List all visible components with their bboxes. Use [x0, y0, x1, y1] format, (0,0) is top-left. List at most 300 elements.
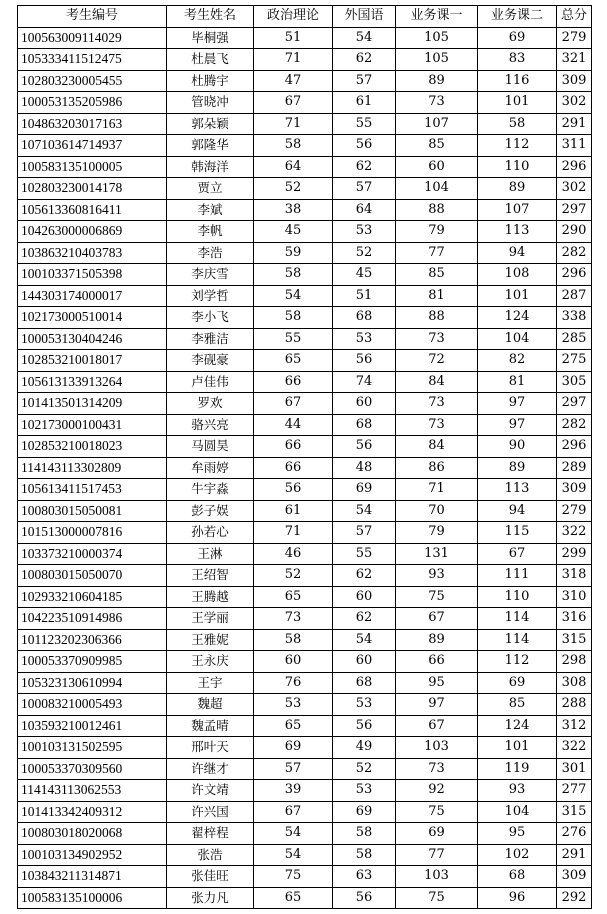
cell-total: 276	[557, 823, 592, 845]
cell-name: 杜晨飞	[167, 49, 254, 71]
cell-name: 王淋	[167, 543, 254, 565]
cell-subject-one: 60	[396, 156, 478, 178]
cell-name: 李庆雪	[167, 264, 254, 286]
cell-politics: 69	[254, 737, 333, 759]
cell-foreign-language: 56	[333, 715, 396, 737]
cell-subject-two: 95	[478, 823, 557, 845]
cell-subject-two: 110	[478, 586, 557, 608]
cell-subject-two: 69	[478, 27, 557, 49]
cell-politics: 71	[254, 113, 333, 135]
cell-subject-two: 102	[478, 844, 557, 866]
cell-politics: 66	[254, 371, 333, 393]
cell-exam-id: 100083210005493	[18, 694, 167, 716]
cell-exam-id: 100053370909985	[18, 651, 167, 673]
cell-name: 郭朵颖	[167, 113, 254, 135]
cell-subject-one: 77	[396, 844, 478, 866]
cell-subject-one: 107	[396, 113, 478, 135]
cell-politics: 53	[254, 694, 333, 716]
cell-subject-two: 101	[478, 285, 557, 307]
cell-total: 311	[557, 135, 592, 157]
cell-name: 贾立	[167, 178, 254, 200]
cell-politics: 58	[254, 307, 333, 329]
cell-total: 296	[557, 264, 592, 286]
table-row	[18, 242, 592, 264]
cell-subject-two: 124	[478, 715, 557, 737]
header-row	[18, 6, 592, 28]
cell-politics: 57	[254, 758, 333, 780]
cell-exam-id: 107103614714937	[18, 135, 167, 157]
cell-foreign-language: 45	[333, 264, 396, 286]
cell-total: 309	[557, 479, 592, 501]
cell-name: 李帆	[167, 221, 254, 243]
cell-subject-one: 72	[396, 350, 478, 372]
cell-foreign-language: 68	[333, 414, 396, 436]
cell-total: 279	[557, 27, 592, 49]
cell-subject-two: 97	[478, 414, 557, 436]
table-row	[18, 629, 592, 651]
cell-politics: 45	[254, 221, 333, 243]
cell-name: 王雅妮	[167, 629, 254, 651]
cell-exam-id: 100053135205986	[18, 92, 167, 114]
table-row	[18, 457, 592, 479]
cell-total: 305	[557, 371, 592, 393]
cell-name: 魏孟晴	[167, 715, 254, 737]
cell-name: 杜腾宇	[167, 70, 254, 92]
cell-foreign-language: 68	[333, 307, 396, 329]
cell-subject-two: 101	[478, 737, 557, 759]
cell-subject-one: 70	[396, 500, 478, 522]
cell-foreign-language: 55	[333, 113, 396, 135]
cell-subject-one: 85	[396, 135, 478, 157]
cell-exam-id: 100583135100006	[18, 887, 167, 909]
cell-subject-two: 89	[478, 178, 557, 200]
cell-total: 321	[557, 49, 592, 71]
cell-politics: 71	[254, 49, 333, 71]
cell-subject-one: 67	[396, 715, 478, 737]
table-row	[18, 866, 592, 888]
cell-politics: 47	[254, 70, 333, 92]
cell-exam-id: 102803230005455	[18, 70, 167, 92]
cell-name: 牛宇淼	[167, 479, 254, 501]
cell-total: 291	[557, 844, 592, 866]
cell-total: 309	[557, 866, 592, 888]
cell-name: 张力凡	[167, 887, 254, 909]
cell-exam-id: 102933210604185	[18, 586, 167, 608]
cell-subject-one: 77	[396, 242, 478, 264]
cell-exam-id: 101413501314209	[18, 393, 167, 415]
cell-total: 299	[557, 543, 592, 565]
cell-subject-one: 105	[396, 49, 478, 71]
cell-exam-id: 105613411517453	[18, 479, 167, 501]
cell-foreign-language: 53	[333, 328, 396, 350]
cell-foreign-language: 56	[333, 436, 396, 458]
cell-subject-two: 114	[478, 629, 557, 651]
header-subject-one: 业务课一	[396, 6, 478, 28]
table-row	[18, 887, 592, 909]
cell-subject-one: 85	[396, 264, 478, 286]
cell-exam-id: 103843211314871	[18, 866, 167, 888]
cell-subject-one: 104	[396, 178, 478, 200]
cell-foreign-language: 56	[333, 350, 396, 372]
table-row	[18, 522, 592, 544]
cell-politics: 65	[254, 586, 333, 608]
cell-name: 管晓冲	[167, 92, 254, 114]
cell-subject-two: 85	[478, 694, 557, 716]
table-row	[18, 178, 592, 200]
cell-name: 刘学哲	[167, 285, 254, 307]
cell-subject-one: 103	[396, 737, 478, 759]
cell-politics: 54	[254, 844, 333, 866]
cell-exam-id: 114143113302809	[18, 457, 167, 479]
cell-politics: 51	[254, 27, 333, 49]
cell-foreign-language: 54	[333, 500, 396, 522]
table-row	[18, 414, 592, 436]
table-row	[18, 844, 592, 866]
table-row	[18, 608, 592, 630]
cell-exam-id: 101413342409312	[18, 801, 167, 823]
cell-total: 308	[557, 672, 592, 694]
table-body	[18, 27, 592, 909]
cell-foreign-language: 56	[333, 887, 396, 909]
cell-exam-id: 114143113062553	[18, 780, 167, 802]
cell-foreign-language: 69	[333, 801, 396, 823]
cell-total: 309	[557, 70, 592, 92]
table-row	[18, 135, 592, 157]
cell-subject-two: 101	[478, 92, 557, 114]
cell-exam-id: 105333411512475	[18, 49, 167, 71]
table-row	[18, 328, 592, 350]
cell-politics: 54	[254, 285, 333, 307]
cell-exam-id: 104223510914986	[18, 608, 167, 630]
cell-total: 301	[557, 758, 592, 780]
cell-exam-id: 100053130404246	[18, 328, 167, 350]
cell-subject-two: 112	[478, 651, 557, 673]
cell-subject-two: 68	[478, 866, 557, 888]
cell-subject-two: 116	[478, 70, 557, 92]
cell-subject-two: 107	[478, 199, 557, 221]
cell-exam-id: 102173000510014	[18, 307, 167, 329]
cell-name: 骆兴亮	[167, 414, 254, 436]
cell-total: 287	[557, 285, 592, 307]
cell-name: 王学丽	[167, 608, 254, 630]
cell-exam-id: 104863203017163	[18, 113, 167, 135]
cell-foreign-language: 60	[333, 393, 396, 415]
cell-subject-one: 88	[396, 199, 478, 221]
cell-exam-id: 102803230014178	[18, 178, 167, 200]
cell-subject-two: 94	[478, 242, 557, 264]
cell-name: 卢佳伟	[167, 371, 254, 393]
cell-subject-two: 82	[478, 350, 557, 372]
table-row	[18, 264, 592, 286]
cell-subject-two: 90	[478, 436, 557, 458]
score-table	[17, 5, 592, 909]
cell-subject-one: 71	[396, 479, 478, 501]
cell-exam-id: 102173000100431	[18, 414, 167, 436]
cell-politics: 54	[254, 823, 333, 845]
table-row	[18, 393, 592, 415]
cell-subject-one: 86	[396, 457, 478, 479]
cell-exam-id: 101513000007816	[18, 522, 167, 544]
cell-subject-two: 114	[478, 608, 557, 630]
cell-subject-two: 83	[478, 49, 557, 71]
cell-foreign-language: 56	[333, 135, 396, 157]
cell-subject-one: 89	[396, 629, 478, 651]
cell-foreign-language: 69	[333, 479, 396, 501]
cell-subject-two: 94	[478, 500, 557, 522]
cell-subject-one: 84	[396, 436, 478, 458]
cell-exam-id: 100803015050081	[18, 500, 167, 522]
cell-subject-one: 88	[396, 307, 478, 329]
cell-foreign-language: 54	[333, 629, 396, 651]
cell-exam-id: 101123202306366	[18, 629, 167, 651]
cell-total: 315	[557, 629, 592, 651]
cell-total: 279	[557, 500, 592, 522]
cell-subject-two: 93	[478, 780, 557, 802]
cell-subject-two: 124	[478, 307, 557, 329]
cell-foreign-language: 51	[333, 285, 396, 307]
cell-foreign-language: 68	[333, 672, 396, 694]
cell-subject-two: 104	[478, 328, 557, 350]
cell-foreign-language: 57	[333, 70, 396, 92]
cell-politics: 64	[254, 156, 333, 178]
cell-politics: 67	[254, 393, 333, 415]
cell-total: 296	[557, 156, 592, 178]
cell-name: 王腾越	[167, 586, 254, 608]
table-row	[18, 565, 592, 587]
table-row	[18, 715, 592, 737]
cell-subject-one: 79	[396, 221, 478, 243]
cell-exam-id: 100103131502595	[18, 737, 167, 759]
cell-name: 韩海洋	[167, 156, 254, 178]
cell-name: 邢叶天	[167, 737, 254, 759]
cell-foreign-language: 55	[333, 543, 396, 565]
cell-foreign-language: 74	[333, 371, 396, 393]
cell-politics: 66	[254, 457, 333, 479]
cell-foreign-language: 57	[333, 522, 396, 544]
cell-subject-one: 79	[396, 522, 478, 544]
cell-name: 张佳旺	[167, 866, 254, 888]
cell-subject-one: 73	[396, 92, 478, 114]
cell-exam-id: 102853210018017	[18, 350, 167, 372]
cell-politics: 58	[254, 264, 333, 286]
cell-subject-one: 97	[396, 694, 478, 716]
cell-name: 王宇	[167, 672, 254, 694]
cell-politics: 75	[254, 866, 333, 888]
cell-politics: 61	[254, 500, 333, 522]
table-row	[18, 27, 592, 49]
cell-exam-id: 103373210000374	[18, 543, 167, 565]
cell-total: 291	[557, 113, 592, 135]
cell-name: 牟雨婷	[167, 457, 254, 479]
cell-name: 李砚豪	[167, 350, 254, 372]
cell-foreign-language: 53	[333, 780, 396, 802]
cell-foreign-language: 61	[333, 92, 396, 114]
cell-name: 李小飞	[167, 307, 254, 329]
cell-name: 罗欢	[167, 393, 254, 415]
cell-subject-two: 81	[478, 371, 557, 393]
cell-total: 282	[557, 242, 592, 264]
cell-politics: 60	[254, 651, 333, 673]
cell-total: 289	[557, 457, 592, 479]
cell-subject-two: 108	[478, 264, 557, 286]
cell-subject-one: 66	[396, 651, 478, 673]
header-total: 总分	[557, 6, 592, 28]
cell-politics: 65	[254, 887, 333, 909]
table-row	[18, 651, 592, 673]
cell-subject-two: 97	[478, 393, 557, 415]
cell-subject-one: 75	[396, 801, 478, 823]
cell-name: 张浩	[167, 844, 254, 866]
table-row	[18, 307, 592, 329]
cell-subject-two: 67	[478, 543, 557, 565]
cell-foreign-language: 64	[333, 199, 396, 221]
cell-subject-one: 75	[396, 887, 478, 909]
cell-foreign-language: 52	[333, 242, 396, 264]
table-row	[18, 586, 592, 608]
cell-name: 翟梓程	[167, 823, 254, 845]
cell-politics: 55	[254, 328, 333, 350]
cell-total: 316	[557, 608, 592, 630]
cell-exam-id: 103593210012461	[18, 715, 167, 737]
cell-politics: 65	[254, 715, 333, 737]
cell-subject-two: 58	[478, 113, 557, 135]
cell-politics: 71	[254, 522, 333, 544]
cell-name: 彭子娱	[167, 500, 254, 522]
cell-total: 290	[557, 221, 592, 243]
header-exam-id: 考生编号	[18, 6, 167, 28]
cell-name: 郭隆华	[167, 135, 254, 157]
cell-total: 318	[557, 565, 592, 587]
cell-foreign-language: 58	[333, 844, 396, 866]
cell-foreign-language: 62	[333, 156, 396, 178]
header-name: 考生姓名	[167, 6, 254, 28]
cell-foreign-language: 60	[333, 651, 396, 673]
cell-subject-one: 131	[396, 543, 478, 565]
cell-total: 322	[557, 737, 592, 759]
cell-exam-id: 100053370309560	[18, 758, 167, 780]
cell-total: 292	[557, 887, 592, 909]
cell-total: 282	[557, 414, 592, 436]
table-row	[18, 672, 592, 694]
table-row	[18, 436, 592, 458]
cell-foreign-language: 53	[333, 694, 396, 716]
table-row	[18, 199, 592, 221]
cell-total: 315	[557, 801, 592, 823]
cell-total: 322	[557, 522, 592, 544]
cell-exam-id: 100583135100005	[18, 156, 167, 178]
cell-total: 312	[557, 715, 592, 737]
cell-exam-id: 100563009114029	[18, 27, 167, 49]
table-row	[18, 694, 592, 716]
table-row	[18, 350, 592, 372]
cell-foreign-language: 62	[333, 565, 396, 587]
table-row	[18, 70, 592, 92]
cell-exam-id: 104263000006869	[18, 221, 167, 243]
cell-subject-two: 111	[478, 565, 557, 587]
cell-total: 302	[557, 92, 592, 114]
cell-foreign-language: 53	[333, 221, 396, 243]
cell-name: 李斌	[167, 199, 254, 221]
cell-subject-two: 104	[478, 801, 557, 823]
cell-subject-two: 69	[478, 672, 557, 694]
cell-subject-one: 73	[396, 758, 478, 780]
cell-subject-one: 93	[396, 565, 478, 587]
cell-total: 277	[557, 780, 592, 802]
cell-name: 李浩	[167, 242, 254, 264]
table-row	[18, 500, 592, 522]
cell-subject-two: 113	[478, 221, 557, 243]
cell-total: 297	[557, 393, 592, 415]
cell-name: 许文靖	[167, 780, 254, 802]
cell-subject-one: 105	[396, 27, 478, 49]
cell-total: 288	[557, 694, 592, 716]
table-row	[18, 758, 592, 780]
cell-subject-one: 95	[396, 672, 478, 694]
table-row	[18, 371, 592, 393]
cell-exam-id: 105613360816411	[18, 199, 167, 221]
cell-exam-id: 102853210018023	[18, 436, 167, 458]
cell-foreign-language: 58	[333, 823, 396, 845]
table-row	[18, 49, 592, 71]
cell-total: 310	[557, 586, 592, 608]
table-row	[18, 221, 592, 243]
cell-total: 298	[557, 651, 592, 673]
cell-exam-id: 105613133913264	[18, 371, 167, 393]
cell-foreign-language: 48	[333, 457, 396, 479]
cell-foreign-language: 49	[333, 737, 396, 759]
cell-exam-id: 100103134902952	[18, 844, 167, 866]
cell-name: 马圆昊	[167, 436, 254, 458]
cell-exam-id: 144303174000017	[18, 285, 167, 307]
cell-name: 魏超	[167, 694, 254, 716]
cell-total: 297	[557, 199, 592, 221]
cell-name: 王永庆	[167, 651, 254, 673]
table-row	[18, 737, 592, 759]
cell-politics: 58	[254, 629, 333, 651]
cell-subject-one: 92	[396, 780, 478, 802]
cell-name: 许兴国	[167, 801, 254, 823]
cell-subject-one: 81	[396, 285, 478, 307]
cell-exam-id: 105323130610994	[18, 672, 167, 694]
cell-subject-one: 103	[396, 866, 478, 888]
cell-politics: 65	[254, 350, 333, 372]
cell-name: 许继才	[167, 758, 254, 780]
cell-politics: 59	[254, 242, 333, 264]
cell-politics: 67	[254, 801, 333, 823]
cell-politics: 52	[254, 178, 333, 200]
cell-politics: 66	[254, 436, 333, 458]
cell-foreign-language: 62	[333, 49, 396, 71]
cell-name: 李雅洁	[167, 328, 254, 350]
cell-foreign-language: 54	[333, 27, 396, 49]
cell-subject-one: 89	[396, 70, 478, 92]
table-row	[18, 92, 592, 114]
cell-politics: 56	[254, 479, 333, 501]
cell-total: 296	[557, 436, 592, 458]
header-subject-two: 业务课二	[478, 6, 557, 28]
header-politics: 政治理论	[254, 6, 333, 28]
table-row	[18, 113, 592, 135]
cell-subject-two: 96	[478, 887, 557, 909]
cell-exam-id: 103863210403783	[18, 242, 167, 264]
header-foreign-language: 外国语	[333, 6, 396, 28]
table-row	[18, 479, 592, 501]
cell-total: 285	[557, 328, 592, 350]
cell-subject-one: 73	[396, 414, 478, 436]
cell-subject-one: 84	[396, 371, 478, 393]
table-row	[18, 543, 592, 565]
cell-subject-one: 69	[396, 823, 478, 845]
